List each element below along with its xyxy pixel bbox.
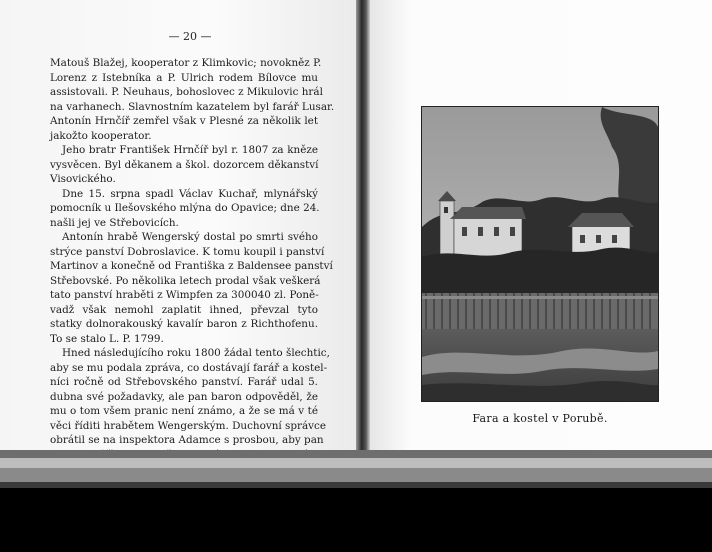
text-line: na varhanech. Slavnostním kazatelem byl farář Lusar.: [50, 100, 335, 113]
body-text: [50, 56, 335, 477]
text-line: aby se mu podala zpráva, co dostávají farář a kostel-: [50, 361, 328, 374]
text-line: Martinov a konečně od Františka z Baldensee panství: [50, 260, 333, 272]
page-number: — 20 —: [168, 30, 212, 43]
text-line: To se stalo L. P. 1799.: [50, 332, 164, 345]
text-line: statky dolnorakouský kavalír baron z Richthofenu.: [50, 318, 318, 330]
church-photo-image: [422, 107, 658, 401]
text-line: Jeho bratr František Hrnčíř byl r. 1807 za kněze: [62, 144, 318, 156]
text-line: vysvěcen. Byl děkanem a škol. dozorcem děkanství: [50, 158, 319, 171]
text-line: Antonín Hrnčíř zemřel však v Plesné za několik let: [50, 115, 318, 127]
scan-edge-band: [0, 468, 712, 482]
text-line: Lorenz z Istebníka a P. Ulrich rodem Bílovce mu: [50, 71, 318, 84]
text-line: mu o tom všem pranic není známo, a že se má v té: [50, 405, 318, 417]
text-line: níci ročně od Střebovského panství. Farář udal 5.: [50, 376, 318, 388]
text-line: Střebovské. Po několika letech prodal však veškerá: [50, 274, 321, 287]
text-line: strýce panství Dobroslavice. K tomu koupil i panství: [50, 245, 325, 258]
scan-edge-band: [0, 450, 712, 458]
text-line: našli jej ve Střebovicích.: [50, 216, 179, 229]
text-line: Hned následujícího roku 1800 žádal tento šlechtic,: [62, 347, 330, 359]
text-line: pomocník u Ilešovského mlýna do Opavice; dne 24.: [50, 202, 320, 214]
text-line: Visovického.: [50, 173, 116, 185]
text-line: obrátil se na inspektora Adamce s prosbou, aby pan: [50, 434, 324, 446]
photo-caption: Fara a kostel v Porubě.: [472, 412, 608, 425]
text-line: Antonín hrabě Wengerský dostal po smrti svého: [62, 231, 318, 243]
text-line: Matouš Blažej, kooperator z Klimkovic; novokněz P.: [50, 57, 322, 69]
text-line: vadž však nemohl zaplatit ihned, převzal tyto: [50, 303, 318, 316]
church-photo: [421, 106, 659, 402]
text-line: assistovali. P. Neuhaus, bohoslovec z Mikulovic hrál: [50, 86, 323, 98]
scan-edge-band: [0, 482, 712, 488]
book-gutter: [356, 0, 370, 450]
text-line: dubna své požadavky, ale pan baron odpověděl, že: [50, 390, 318, 403]
text-line: tato panství hraběti z Wimpfen za 300040 zl. Poně-: [50, 289, 319, 301]
scan-edge-band: [0, 458, 712, 468]
text-line: věci říditi hrabětem Wengerským. Duchovní správce: [50, 419, 327, 432]
left-page: [0, 0, 360, 450]
text-line: Dne 15. srpna spadl Václav Kuchař, mlynářský: [62, 187, 318, 200]
text-line: jakožto kooperator.: [50, 129, 152, 142]
